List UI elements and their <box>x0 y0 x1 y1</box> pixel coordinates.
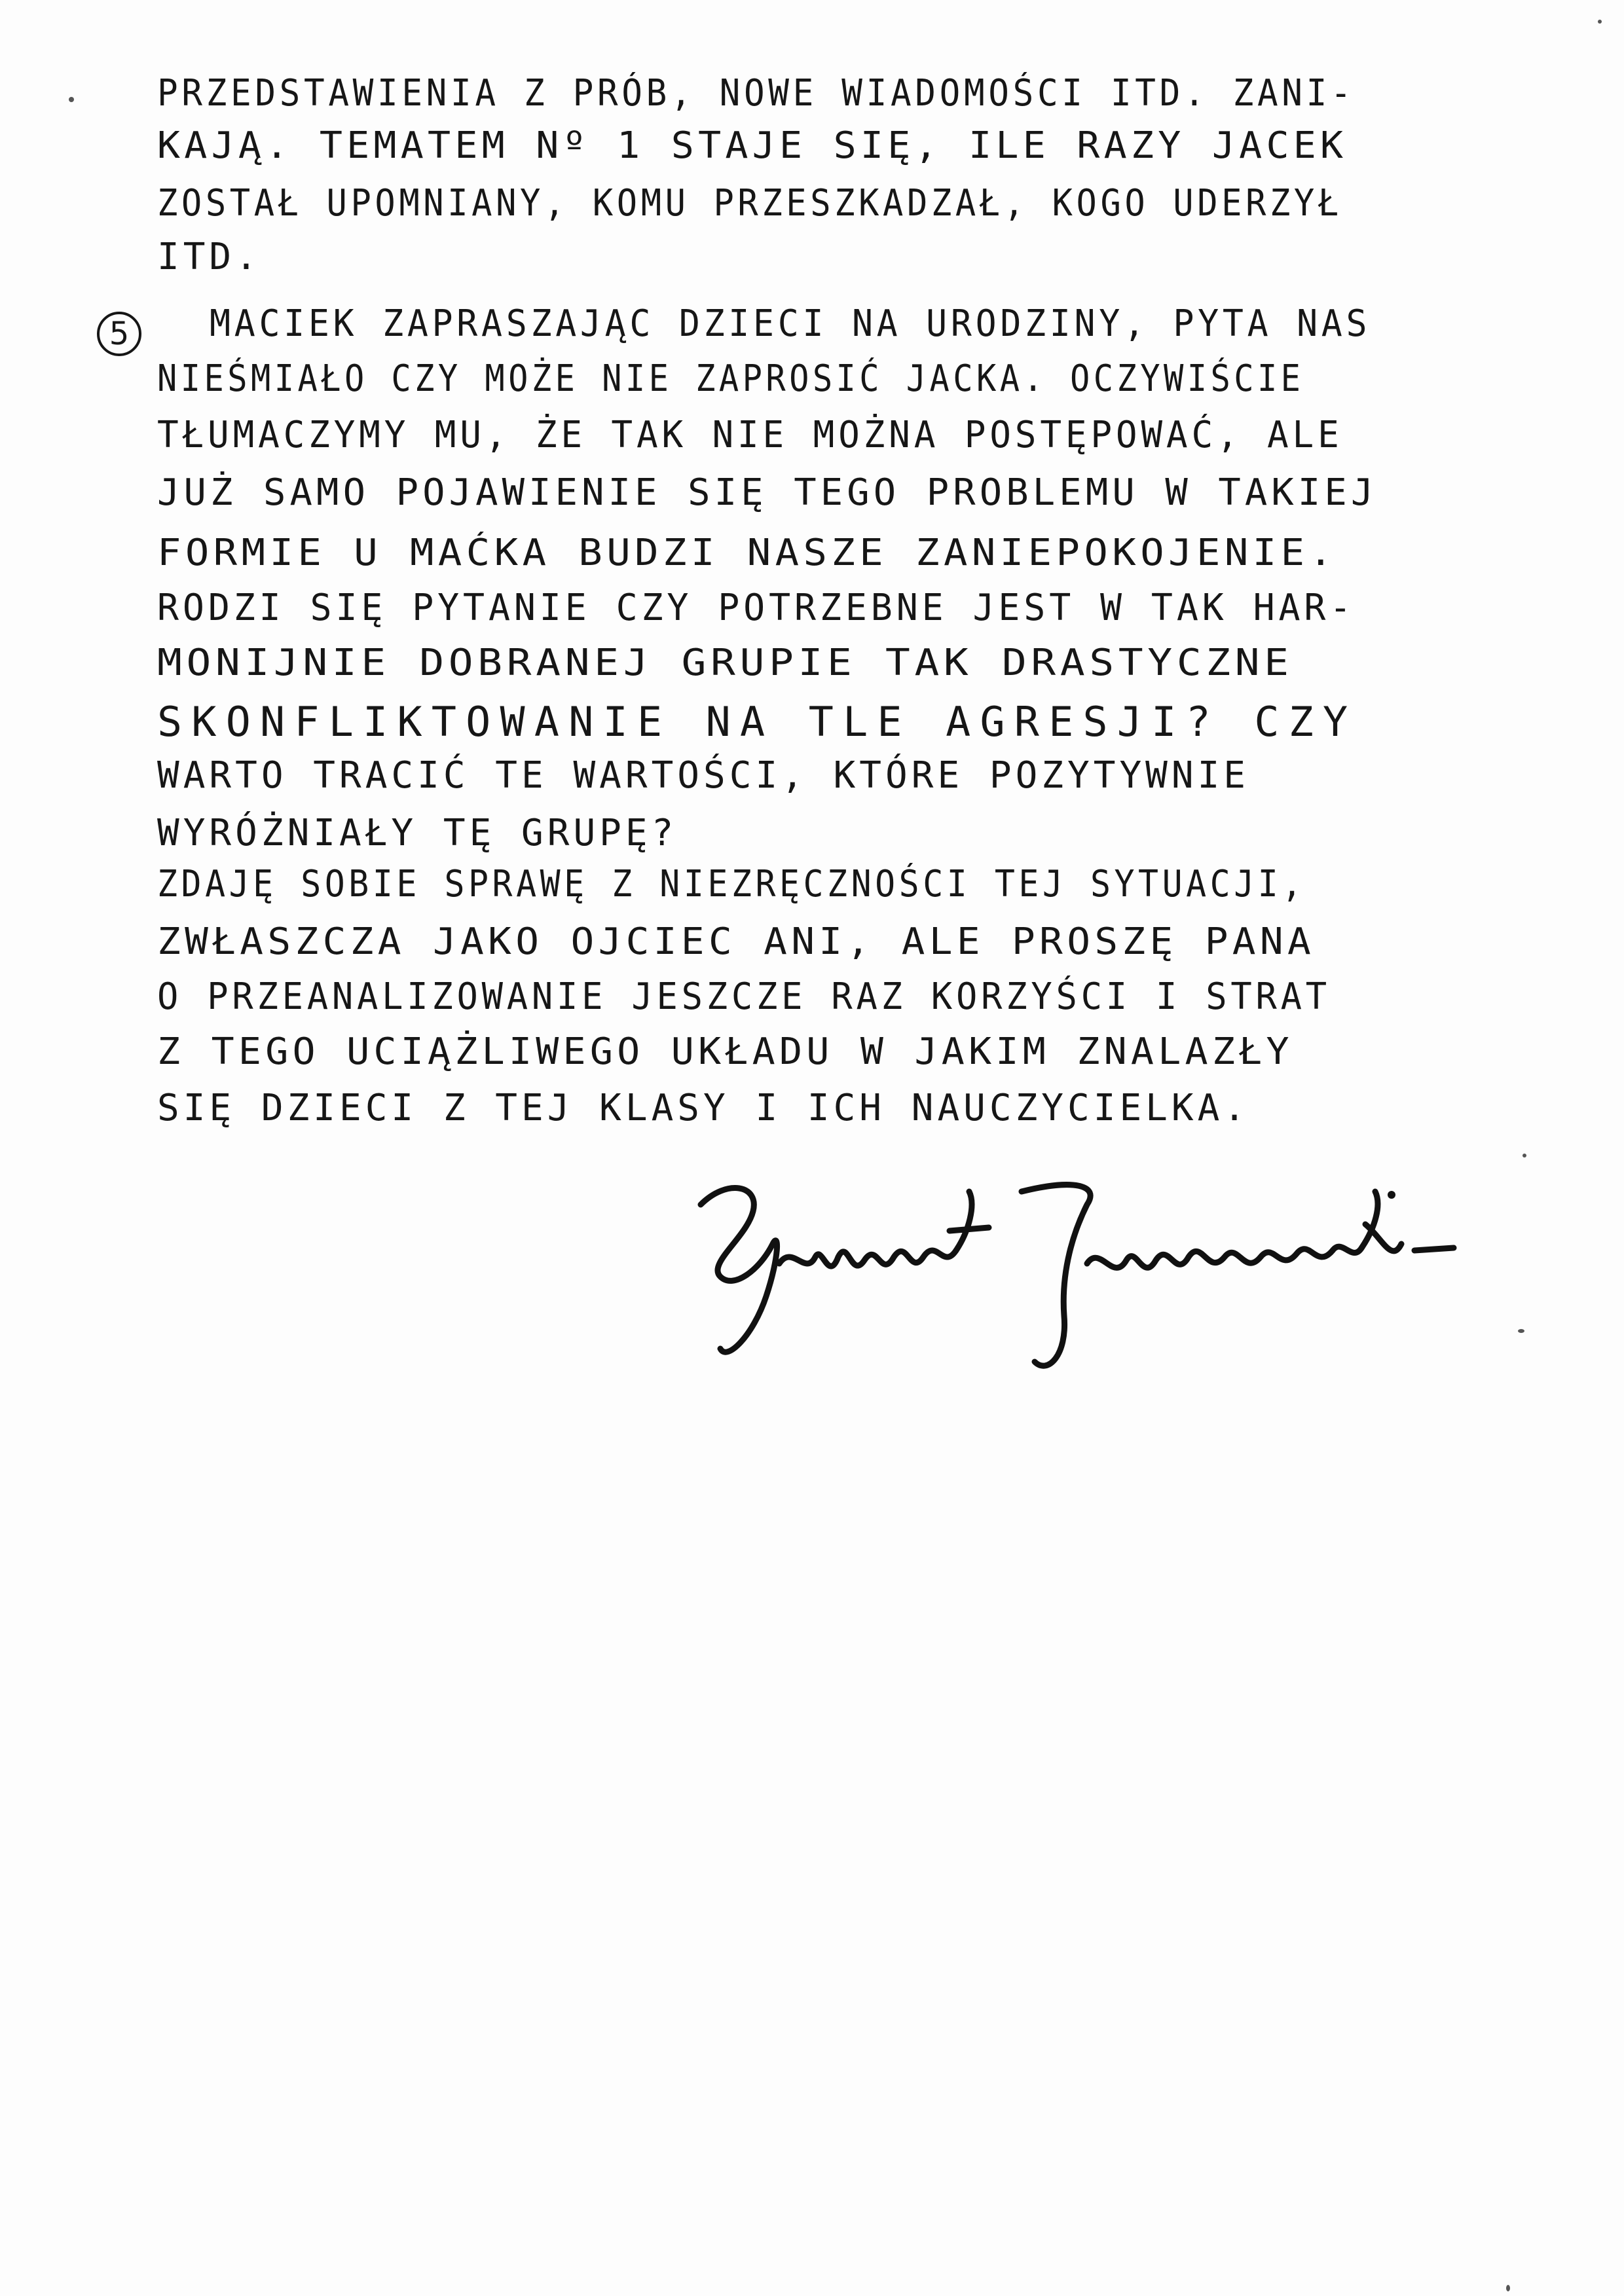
paper-speck <box>1522 1154 1526 1157</box>
text-line-19: SIĘ DZIECI Z TEJ KLASY I ICH NAUCZYCIELKA. <box>157 1087 1250 1129</box>
text-line-1: PRZEDSTAWIENIA Z PRÓB, NOWE WIADOMOŚCI ITD. ZANI- <box>157 72 1356 115</box>
text-line-6: NIEŚMIAŁO CZY MOŻE NIE ZAPROSIĆ JACKA. OCZYWIŚCIE <box>157 357 1304 400</box>
text-line-11: MONIJNIE DOBRANEJ GRUPIE TAK DRASTYCZNE <box>157 642 1293 684</box>
text-line-4: ITD. <box>157 236 261 278</box>
text-line-9: FORMIE U MAĆKA BUDZI NASZE ZANIEPOKOJENIE. <box>157 532 1337 574</box>
paper-speck <box>1518 1329 1524 1333</box>
item-number-circle: 5 <box>97 312 141 356</box>
text-line-15: ZDAJĘ SOBIE SPRAWĘ Z NIEZRĘCZNOŚCI TEJ SYTUACJI, <box>157 863 1306 905</box>
paper-speck <box>69 97 74 102</box>
text-line-16: ZWŁASZCZA JAKO OJCIEC ANI, ALE PROSZĘ PANA <box>157 920 1316 963</box>
text-line-17: O PRZEANALIZOWANIE JESZCZE RAZ KORZYŚCI I STRAT <box>157 975 1331 1018</box>
text-line-3: ZOSTAŁ UPOMNIANY, KOMU PRZESZKADZAŁ, KOGO UDERZYŁ <box>157 182 1342 225</box>
paper-speck <box>1506 2285 1510 2291</box>
text-line-18: Z TEGO UCIĄŻLIWEGO UKŁADU W JAKIM ZNALAZŁY <box>157 1030 1293 1073</box>
handwritten-signature <box>681 1165 1532 1388</box>
text-line-13: WARTO TRACIĆ TE WARTOŚCI, KTÓRE POZYTYWNIE <box>157 754 1250 797</box>
text-line-14: WYRÓŻNIAŁY TĘ GRUPĘ? <box>157 812 678 854</box>
text-line-8: JUŻ SAMO POJAWIENIE SIĘ TEGO PROBLEMU W TAKIEJ <box>157 471 1378 514</box>
text-line-10: RODZI SIĘ PYTANIE CZY POTRZEBNE JEST W TAK HAR- <box>157 587 1356 629</box>
text-line-12: SKONFLIKTOWANIE NA TLE AGRESJI? CZY <box>157 698 1357 746</box>
paper-speck <box>1598 20 1602 24</box>
text-line-2: KAJĄ. TEMATEM Nº 1 STAJE SIĘ, ILE RAZY JACEK <box>157 124 1348 167</box>
text-line-5: MACIEK ZAPRASZAJĄC DZIECI NA URODZINY, PYTA NAS <box>210 302 1371 345</box>
text-line-7: TŁUMACZYMY MU, ŻE TAK NIE MOŻNA POSTĘPOWAĆ, ALE <box>157 414 1343 456</box>
